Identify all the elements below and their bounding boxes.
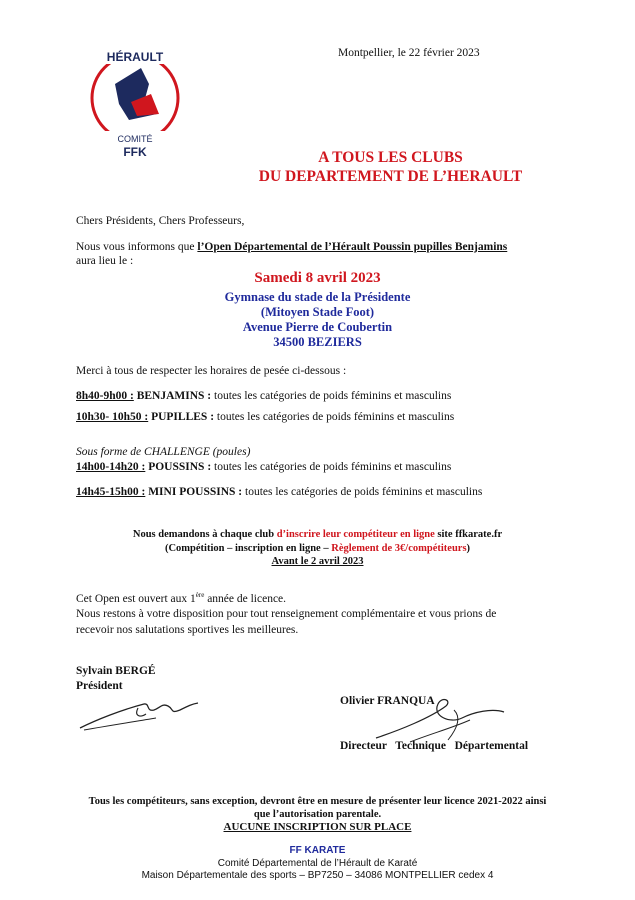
event-date: Samedi 8 avril 2023 bbox=[254, 270, 381, 286]
notice-line-3: AUCUNE INSCRIPTION SUR PLACE bbox=[223, 821, 412, 833]
salutation: Chers Présidents, Chers Professeurs, bbox=[76, 215, 245, 227]
closing-paragraph bbox=[76, 588, 566, 638]
intro-before: Nous vous informons que bbox=[76, 241, 198, 253]
registration-text: Nous demandons à chaque club bbox=[132, 529, 277, 540]
signature-left bbox=[76, 694, 201, 734]
venue-line-4: 34500 BEZIERS bbox=[273, 335, 362, 349]
footer-org: FF KARATE bbox=[289, 845, 346, 856]
signatory-role: Président bbox=[76, 680, 123, 692]
registration-text: (Compétition – inscription en ligne – bbox=[164, 542, 332, 554]
signatory-left bbox=[76, 664, 156, 694]
schedule-category: MINI POUSSINS : bbox=[148, 486, 243, 498]
schedule-desc: toutes les catégories de poids féminins et masculins bbox=[245, 486, 483, 498]
fee-highlight: Règlement de 3€/compétiteurs bbox=[331, 542, 467, 554]
registration-site: site ffkarate.fr bbox=[434, 529, 503, 540]
closing-text: Cet Open est ouvert aux 1 bbox=[76, 592, 196, 605]
schedule-row bbox=[76, 460, 451, 474]
date-line: Montpellier, le 22 février 2023 bbox=[338, 47, 480, 59]
intro-after: aura lieu le : bbox=[76, 255, 134, 267]
event-name: l’Open Départemental de l’Hérault Poussin pupilles Benjamins bbox=[197, 241, 508, 253]
weigh-in-intro: Merci à tous de respecter les horaires de pesée ci-dessous : bbox=[76, 365, 347, 377]
registration-text: ) bbox=[466, 542, 471, 554]
schedule-desc: toutes les catégories de poids féminins et masculins bbox=[214, 390, 452, 402]
signatory-role: Directeur Technique Départemental bbox=[340, 740, 529, 752]
schedule-row bbox=[76, 485, 482, 499]
venue-block bbox=[0, 290, 635, 350]
schedule-time: 8h40-9h00 : bbox=[76, 390, 134, 402]
footer bbox=[0, 845, 635, 883]
challenge-label: Sous forme de CHALLENGE (poules) bbox=[76, 446, 251, 458]
registration-line-1 bbox=[0, 528, 635, 542]
schedule-time: 14h00-14h20 : bbox=[76, 461, 146, 473]
schedule-row bbox=[76, 389, 451, 403]
registration-deadline: Avant le 2 avril 2023 bbox=[271, 556, 364, 567]
registration-line-2 bbox=[0, 542, 635, 556]
signature-right bbox=[370, 690, 510, 750]
closing-line-1 bbox=[76, 588, 566, 607]
footer-line-2: Comité Départemental de l’Hérault de Karaté bbox=[217, 857, 418, 869]
logo-bottom-text: FFK bbox=[123, 145, 147, 159]
venue-line-2: (Mitoyen Stade Foot) bbox=[260, 305, 375, 319]
schedule-desc: toutes les catégories de poids féminins et masculins bbox=[214, 461, 452, 473]
venue-line-1: Gymnase du stade de la Présidente bbox=[224, 290, 411, 304]
logo-top-text: HÉRAULT bbox=[106, 50, 164, 64]
title-line-2: DU DEPARTEMENT DE L’HERAULT bbox=[258, 168, 523, 185]
notice-line-2: que l’autorisation parentale. bbox=[253, 809, 382, 820]
closing-sup: ère bbox=[195, 591, 205, 599]
hérault-ffk-logo bbox=[85, 44, 185, 162]
schedule-time: 14h45-15h00 : bbox=[76, 486, 146, 498]
intro-paragraph bbox=[76, 240, 576, 268]
closing-text: année de licence. bbox=[204, 592, 287, 605]
letter-title bbox=[0, 148, 635, 186]
compliance-notice bbox=[0, 795, 635, 834]
schedule-category: BENJAMINS : bbox=[136, 390, 212, 402]
logo-mid-text: COMITÉ bbox=[117, 134, 153, 144]
schedule-category: PUPILLES : bbox=[151, 411, 215, 423]
venue-line-3: Avenue Pierre de Coubertin bbox=[242, 320, 393, 334]
schedule-time: 10h30- 10h50 : bbox=[76, 411, 149, 423]
title-line-1: A TOUS LES CLUBS bbox=[318, 149, 463, 166]
footer-line-3: Maison Départementale des sports – BP7250 – 34086 MONTPELLIER cedex 4 bbox=[141, 870, 494, 881]
schedule-category: POUSSINS : bbox=[148, 461, 212, 473]
notice-line-1: Tous les compétiteurs, sans exception, devront être en mesure de présenter leur licence 2021-2022 ainsi bbox=[88, 796, 547, 807]
registration-block bbox=[0, 528, 635, 569]
schedule-row bbox=[76, 410, 454, 424]
signatory-name: Sylvain BERGÉ bbox=[76, 665, 156, 677]
closing-line-2: Nous restons à votre disposition pour tout renseignement complémentaire et vous prions de bbox=[76, 608, 497, 621]
schedule-desc: toutes les catégories de poids féminins et masculins bbox=[216, 411, 455, 423]
closing-line-3: recevoir nos salutations sportives les meilleures. bbox=[76, 623, 299, 636]
signatory-name: Olivier FRANQUA bbox=[340, 695, 435, 707]
registration-highlight: d’inscrire leur compétiteur en ligne bbox=[276, 529, 435, 540]
